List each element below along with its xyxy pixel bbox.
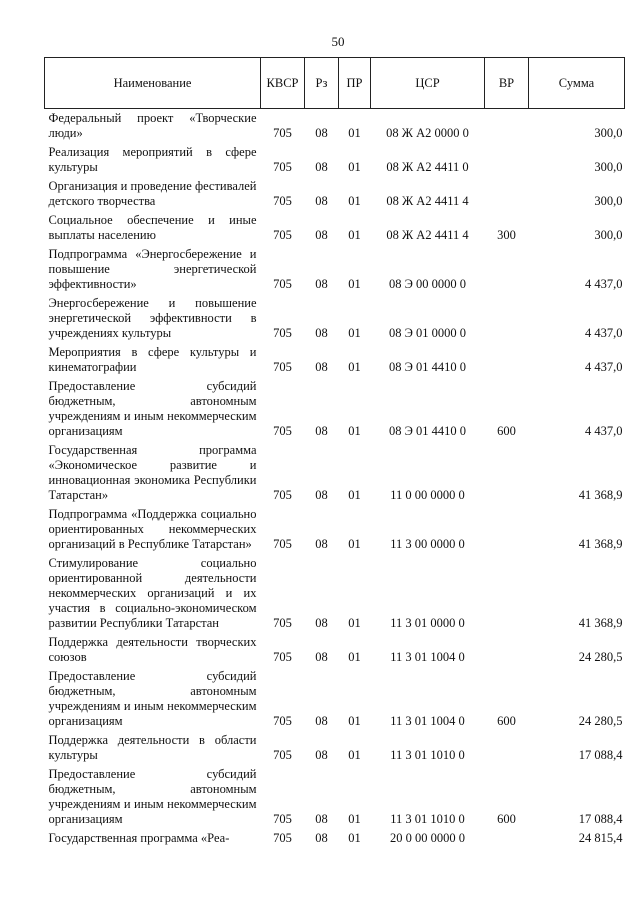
cell-kvsr: 705 — [273, 748, 292, 762]
cell-csr: 11 3 00 0000 0 — [390, 537, 465, 551]
table-row — [45, 633, 625, 667]
cell-rz: 08 — [315, 748, 328, 762]
cell-kvsr: 705 — [273, 277, 292, 291]
cell-pr: 01 — [348, 160, 361, 174]
cell-rz: 08 — [315, 424, 328, 438]
cell-vr — [485, 245, 529, 294]
page-number: 50 — [331, 34, 345, 49]
cell-pr: 01 — [348, 326, 361, 340]
budget-table — [44, 57, 625, 848]
cell-name: Организация и проведение фестивалей детского творчества — [48, 179, 257, 208]
cell-vr — [485, 177, 529, 211]
cell-kvsr: 705 — [273, 126, 292, 140]
cell-pr: 01 — [348, 488, 361, 502]
cell-vr — [485, 343, 529, 377]
cell-vr — [485, 731, 529, 765]
cell-kvsr: 705 — [273, 160, 292, 174]
cell-sum: 300,0 — [594, 160, 623, 174]
cell-csr: 20 0 00 0000 0 — [390, 831, 465, 845]
cell-pr: 01 — [348, 126, 361, 140]
cell-rz: 08 — [315, 537, 328, 551]
table-row — [45, 765, 625, 829]
cell-vr: 600 — [497, 424, 516, 438]
header-vr: ВР — [485, 58, 529, 109]
table-row — [45, 245, 625, 294]
cell-sum: 4 437,0 — [585, 326, 623, 340]
cell-name: Предоставление субсидий бюджетным, автономным учреждениям и иным некоммерческим организациям — [48, 767, 257, 826]
table-row — [45, 554, 625, 633]
header-sum: Сумма — [529, 58, 625, 109]
cell-rz: 08 — [315, 488, 328, 502]
cell-rz: 08 — [315, 831, 328, 845]
cell-name: Федеральный проект «Творческие люди» — [48, 111, 257, 140]
cell-rz: 08 — [315, 812, 328, 826]
cell-name: Социальное обеспечение и иные выплаты населению — [48, 213, 257, 242]
cell-kvsr: 705 — [273, 360, 292, 374]
table-row — [45, 667, 625, 731]
table-row — [45, 294, 625, 343]
cell-csr: 11 3 01 0000 0 — [390, 616, 465, 630]
cell-pr: 01 — [348, 277, 361, 291]
cell-pr: 01 — [348, 360, 361, 374]
cell-sum: 41 368,9 — [578, 488, 623, 502]
cell-rz: 08 — [315, 650, 328, 664]
cell-sum: 41 368,9 — [578, 537, 623, 551]
cell-kvsr: 705 — [273, 616, 292, 630]
cell-vr — [485, 294, 529, 343]
cell-rz: 08 — [315, 160, 328, 174]
cell-rz: 08 — [315, 326, 328, 340]
table-body — [45, 109, 625, 849]
cell-rz: 08 — [315, 277, 328, 291]
cell-sum: 4 437,0 — [585, 277, 623, 291]
cell-vr — [485, 633, 529, 667]
cell-csr: 11 3 01 1010 0 — [390, 812, 465, 826]
cell-rz: 08 — [315, 126, 328, 140]
table-row — [45, 377, 625, 441]
cell-csr: 08 Э 00 0000 0 — [388, 277, 466, 291]
cell-sum: 17 088,4 — [578, 812, 623, 826]
cell-name: Подпрограмма «Энергосбережение и повышение энергетической эффективности» — [48, 247, 257, 291]
table-row — [45, 731, 625, 765]
cell-name: Поддержка деятельности в области культуры — [48, 733, 257, 762]
cell-csr: 08 Э 01 0000 0 — [388, 326, 466, 340]
cell-vr — [485, 829, 529, 848]
table-row — [45, 441, 625, 505]
cell-name: Поддержка деятельности творческих союзов — [48, 635, 257, 664]
cell-sum: 4 437,0 — [585, 360, 623, 374]
cell-vr — [485, 505, 529, 554]
cell-vr — [485, 143, 529, 177]
cell-sum: 4 437,0 — [585, 424, 623, 438]
cell-rz: 08 — [315, 194, 328, 208]
cell-name: Реализация мероприятий в сфере культуры — [48, 145, 257, 174]
cell-pr: 01 — [348, 194, 361, 208]
cell-rz: 08 — [315, 616, 328, 630]
cell-csr: 11 0 00 0000 0 — [390, 488, 465, 502]
cell-vr: 600 — [497, 714, 516, 728]
cell-csr: 08 Э 01 4410 0 — [388, 424, 466, 438]
header-csr: ЦСР — [371, 58, 485, 109]
table-row — [45, 143, 625, 177]
cell-pr: 01 — [348, 537, 361, 551]
cell-sum: 41 368,9 — [578, 616, 623, 630]
cell-pr: 01 — [348, 812, 361, 826]
cell-pr: 01 — [348, 650, 361, 664]
cell-pr: 01 — [348, 228, 361, 242]
table-row — [45, 177, 625, 211]
cell-pr: 01 — [348, 831, 361, 845]
cell-csr: 08 Ж А2 4411 0 — [386, 160, 469, 174]
cell-rz: 08 — [315, 714, 328, 728]
cell-vr: 300 — [497, 228, 516, 242]
cell-vr: 600 — [497, 812, 516, 826]
cell-kvsr: 705 — [273, 714, 292, 728]
cell-sum: 24 280,5 — [578, 714, 623, 728]
cell-name: Мероприятия в сфере культуры и кинематографии — [48, 345, 257, 374]
cell-vr — [485, 441, 529, 505]
cell-kvsr: 705 — [273, 488, 292, 502]
cell-csr: 08 Ж А2 4411 4 — [386, 228, 469, 242]
cell-kvsr: 705 — [273, 812, 292, 826]
cell-pr: 01 — [348, 616, 361, 630]
table-row — [45, 505, 625, 554]
cell-csr: 11 3 01 1010 0 — [390, 748, 465, 762]
cell-rz: 08 — [315, 228, 328, 242]
cell-pr: 01 — [348, 748, 361, 762]
cell-name: Предоставление субсидий бюджетным, автономным учреждениям и иным некоммерческим организациям — [48, 669, 257, 728]
cell-kvsr: 705 — [273, 831, 292, 845]
cell-kvsr: 705 — [273, 194, 292, 208]
cell-name: Предоставление субсидий бюджетным, автономным учреждениям и иным некоммерческим организациям — [48, 379, 257, 438]
cell-csr: 08 Ж А2 4411 4 — [386, 194, 469, 208]
cell-pr: 01 — [348, 714, 361, 728]
cell-sum: 24 280,5 — [578, 650, 623, 664]
cell-csr: 08 Э 01 4410 0 — [388, 360, 466, 374]
cell-csr: 08 Ж А2 0000 0 — [386, 126, 469, 140]
cell-sum: 300,0 — [594, 228, 623, 242]
table-header — [45, 58, 625, 109]
cell-kvsr: 705 — [273, 424, 292, 438]
cell-name: Государственная программа «Реа- — [48, 831, 230, 845]
cell-vr — [485, 109, 529, 144]
header-name: Наименование — [45, 58, 261, 109]
cell-sum: 300,0 — [594, 126, 623, 140]
table-row — [45, 109, 625, 144]
cell-kvsr: 705 — [273, 537, 292, 551]
table-row — [45, 343, 625, 377]
cell-name: Энергосбережение и повышение энергетической эффективности в учреждениях культуры — [48, 296, 257, 340]
cell-pr: 01 — [348, 424, 361, 438]
header-pr: ПР — [339, 58, 371, 109]
cell-name: Стимулирование социально ориентированной деятельности некоммерческих организаций и их участия в социально-экономическом развитии Республики Татарстан — [48, 556, 257, 630]
table-row — [45, 211, 625, 245]
cell-name: Подпрограмма «Поддержка социально ориентированных некоммерческих организаций в Республике Татарстан» — [48, 507, 257, 551]
cell-rz: 08 — [315, 360, 328, 374]
cell-csr: 11 3 01 1004 0 — [390, 650, 465, 664]
header-kvsr: КВСР — [261, 58, 305, 109]
cell-kvsr: 705 — [273, 228, 292, 242]
cell-kvsr: 705 — [273, 326, 292, 340]
cell-sum: 300,0 — [594, 194, 623, 208]
cell-vr — [485, 554, 529, 633]
cell-kvsr: 705 — [273, 650, 292, 664]
table-row — [45, 829, 625, 848]
cell-sum: 17 088,4 — [578, 748, 623, 762]
cell-sum: 24 815,4 — [578, 831, 623, 845]
cell-name: Государственная программа «Экономическое развитие и инновационная экономика Республики Татарстан» — [48, 443, 257, 502]
cell-csr: 11 3 01 1004 0 — [390, 714, 465, 728]
header-rz: Рз — [305, 58, 339, 109]
